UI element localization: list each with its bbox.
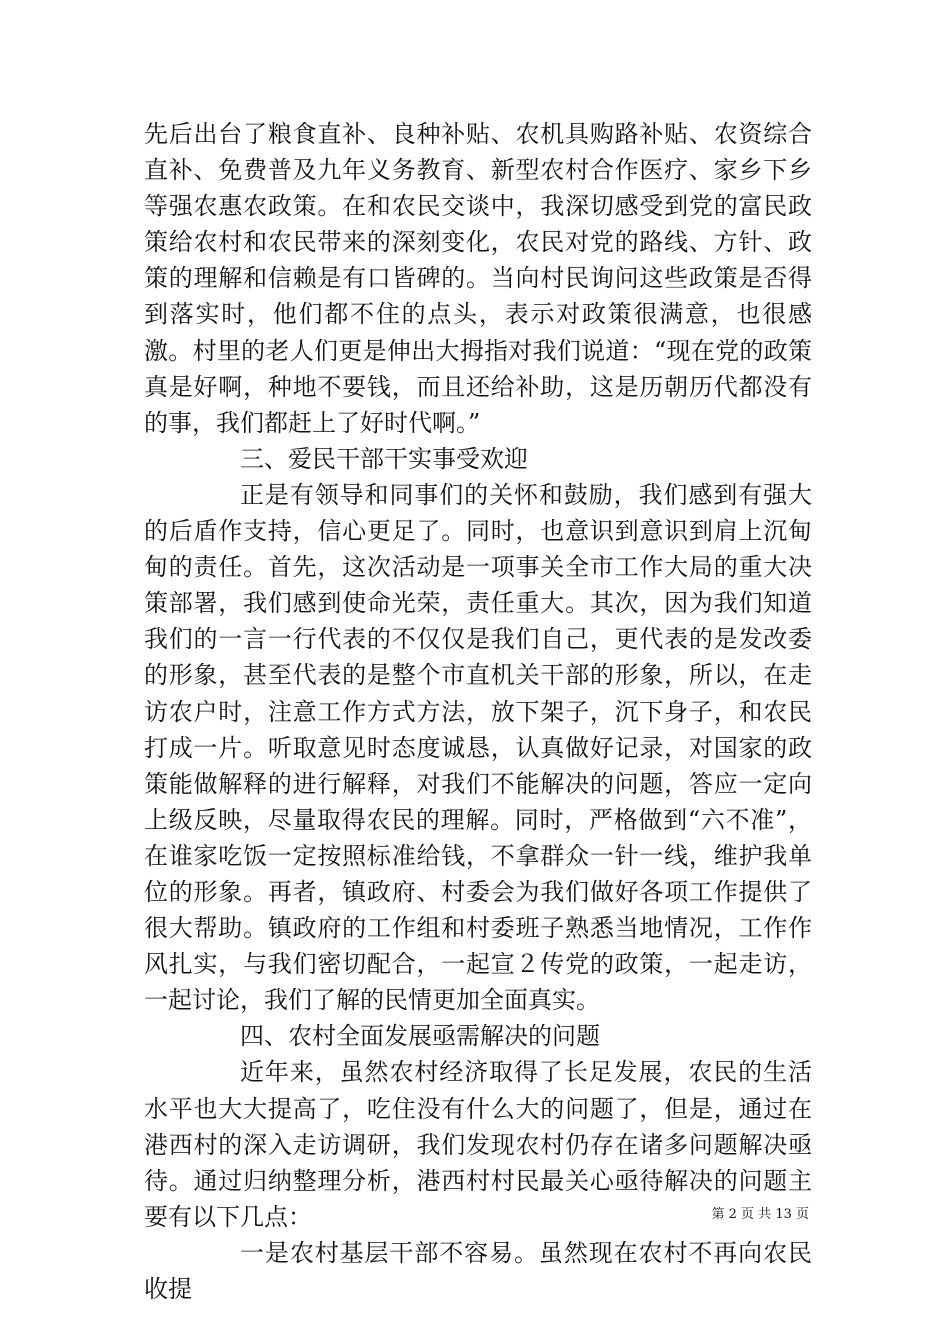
paragraph-body: 近年来，虽然农村经济取得了长足发展，农民的生活水平也大大提高了，吃住没有什么大的问题了，但是，通过在港西村的深入走访调研，我们发现农村仍存在诸多问题解决亟待。通过归纳整理分析，港西村村民最关心亟待解决的问题主要有以下几点：	[144, 1058, 812, 1231]
document-body	[144, 116, 812, 1307]
section-heading-3: 三、爱民干部干实事受欢迎	[240, 444, 528, 473]
paragraph-body: 一是农村基层干部不容易。虽然现在农村不再向农民收提	[144, 1238, 812, 1303]
paragraph-continuation: 先后出台了粮食直补、良种补贴、农机具购路补贴、农资综合直补、免费普及九年义务教育、新型农村合作医疗、家乡下乡等强农惠农政策。在和农民交谈中，我深切感受到党的富民政策给农村和农民带来的深刻变化，农民对党的路线、方针、政策的理解和信赖是有口皆碑的。当向村民询问这些政策是否得到落实时，他们都不住的点头，表示对政策很满意，也很感激。村里的老人们更是伸出大拇指对我们说道：“现在党的政策真是好啊，种地不要钱，而且还给补助，这是历朝历代都没有的事，我们都赶上了好时代啊。”	[144, 120, 812, 437]
page-number-footer: 第 2 页 共 13 页	[711, 1207, 809, 1222]
section-heading-4: 四、农村全面发展亟需解决的问题	[240, 1022, 600, 1051]
paragraph-body: 正是有领导和同事们的关怀和鼓励，我们感到有强大的后盾作支持，信心更足了。同时，也意识到意识到肩上沉甸甸的责任。首先，这次活动是一项事关全市工作大局的重大决策部署，我们感到使命光荣，责任重大。其次，因为我们知道我们的一言一行代表的不仅仅是我们自己，更代表的是发改委的形象，甚至代表的是整个市直机关干部的形象，所以，在走访农户时，注意工作方式方法，放下架子，沉下身子，和农民打成一片。听取意见时态度诚恳，认真做好记录，对国家的政策能做解释的进行解释，对我们不能解决的问题，答应一定向上级反映，尽量取得农民的理解。同时，严格做到“六不准”，在谁家吃饭一定按照标准给钱，不拿群众一针一线，维护我单位的形象。再者，镇政府、村委会为我们做好各项工作提供了很大帮助。镇政府的工作组和村委班子熟悉当地情况，工作作风扎实，与我们密切配合，一起宣２传党的政策，一起走访，一起讨论，我们了解的民情更加全面真实。	[144, 480, 812, 1015]
